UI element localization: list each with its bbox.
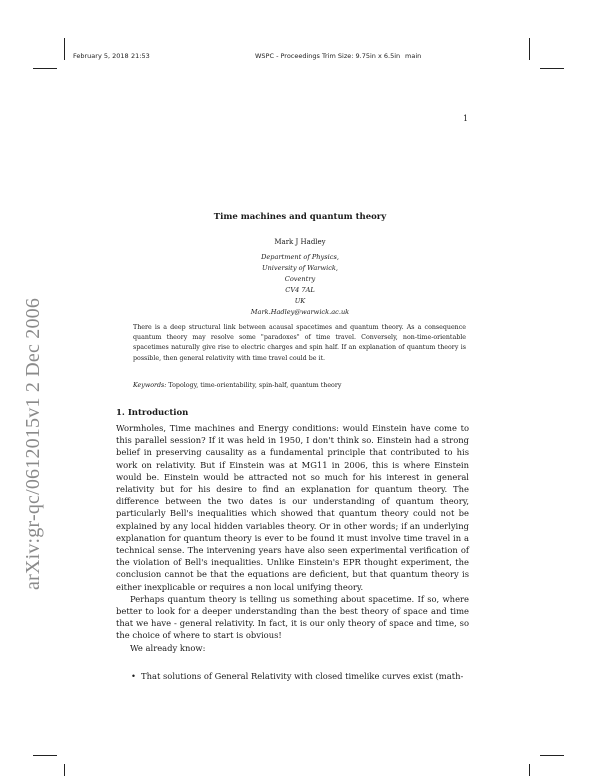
affiliation-line: Department of Physics, — [261, 253, 339, 261]
body-paragraph: Perhaps quantum theory is telling us something about spacetime. If so, where better to look for a deeper understanding than the best theory of space and time that we have - general relativity. In fact, it is our only theory of space and time, so the choice of where to start is obvious! — [116, 593, 469, 641]
affiliation-line: Coventry — [284, 275, 316, 283]
crop-mark — [540, 68, 564, 69]
header-time: 21:53 — [131, 52, 150, 60]
crop-mark — [540, 755, 564, 756]
crop-mark — [64, 764, 65, 776]
affiliation-line: CV4 7AL — [285, 286, 315, 294]
section-heading: 1. Introduction — [116, 408, 189, 418]
crop-mark — [529, 38, 530, 60]
bullet-text: That solutions of General Relativity with closed timelike curves exist (math- — [141, 671, 464, 681]
header-filename: main — [405, 52, 422, 60]
section-body — [116, 422, 469, 654]
page-number: 1 — [463, 114, 469, 123]
affiliation-block — [0, 252, 600, 318]
author-email: Mark.Hadley@warwick.ac.uk — [250, 308, 350, 316]
header-publisher-info: WSPC - Proceedings Trim Size: 9.75in x 6.5in — [255, 52, 401, 60]
arxiv-stamp: arXiv:gr-qc/0612015v1 2 Dec 2006 — [22, 297, 44, 590]
crop-mark — [64, 38, 65, 60]
crop-mark — [33, 68, 57, 69]
author-name: Mark J Hadley — [274, 238, 326, 246]
paper-title: Time machines and quantum theory — [213, 212, 387, 222]
body-paragraph: Wormholes, Time machines and Energy conditions: would Einstein have come to this parallel session? If it was held in 1950, I don't think so. Einstein had a strong belief in preserving causality as a fundamental principle that contributed to his work on relativity. But if Einstein was at MG11 in 2006, this is where Einstein would be. Einstein would be attracted not so much for his interest in general relativity but for his desire to find an explanation for quantum theory. The difference between the two dates is our understanding of quantum theory, particularly Bell's inequalities which showed that quantum theory could not be explained by any local hidden variables theory. Or in other words; if an underlying explanation for quantum theory is ever to be found it must involve time travel in a technical sense. The intervening years have also seen experimental verification of the violation of Bell's inequalities. Unlike Einstein's EPR thought experiment, the conclusion cannot be that the equations are deficient, but that quantum theory is either inexplicable or requires a non local unifying theory. — [116, 423, 469, 592]
crop-mark — [33, 755, 57, 756]
body-paragraph: We already know: — [130, 642, 206, 653]
keywords — [133, 382, 466, 389]
affiliation-line: UK — [294, 297, 306, 305]
crop-mark — [529, 764, 530, 776]
bullet-icon: • — [131, 671, 136, 681]
abstract: There is a deep structural link between acausal spacetimes and quantum theory. As a consequence quantum theory may resolve some "paradoxes" of time travel. Conversely, non-time-orientable spacetimes naturally give rise to electric charges and spin half. If an explanation of quantum theory is possible, then general relativity with time travel could be it. — [133, 324, 466, 362]
keywords-label: Keywords: — [133, 382, 167, 389]
affiliation-line: University of Warwick, — [262, 264, 338, 272]
keywords-text: Topology, time-orientability, spin-half, quantum theory — [168, 382, 342, 389]
bullet-item — [131, 671, 471, 681]
header-date: February 5, 2018 — [73, 52, 129, 60]
